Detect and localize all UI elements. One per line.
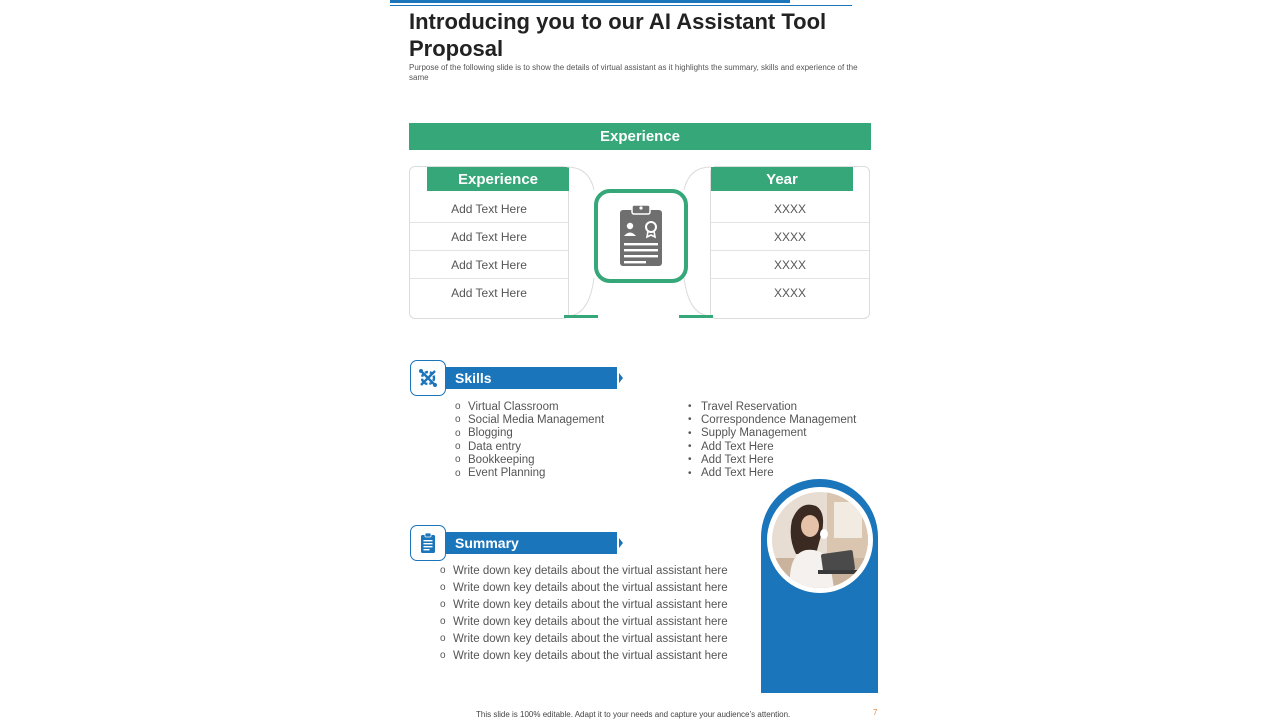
year-column-header: Year	[711, 167, 853, 191]
connector-accent-right	[679, 315, 713, 318]
list-item: o Social Media Management	[455, 413, 605, 426]
experience-panel	[409, 166, 569, 319]
clipboard-icon	[420, 532, 436, 554]
year-row: XXXX	[773, 285, 806, 300]
photo-frame	[767, 487, 873, 593]
experience-row: Add Text Here	[410, 251, 568, 279]
skills-list-right	[688, 400, 856, 480]
page-number: 7	[873, 708, 878, 717]
list-item: • Add Text Here	[688, 453, 774, 466]
skills-icon-box	[410, 360, 446, 396]
experience-row: Add Text Here	[410, 223, 568, 251]
summary-list	[440, 562, 728, 664]
list-item: • Correspondence Management	[688, 413, 857, 426]
footer-note: This slide is 100% editable. Adapt it to your needs and capture your audience’s attention.	[476, 710, 791, 719]
list-item: o Data entry	[455, 440, 522, 453]
summary-bar-tip	[619, 538, 623, 548]
list-item: o Write down key details about the virtual assistant here	[440, 598, 728, 611]
year-panel	[710, 166, 870, 319]
experience-rows	[410, 195, 568, 306]
experience-row: Add Text Here	[410, 195, 568, 223]
skills-bar-tip	[619, 373, 623, 383]
tools-icon	[417, 367, 439, 389]
page-subtitle: Purpose of the following slide is to show the details of virtual assistant as it highlights the summary, skills and experience of the same	[409, 63, 858, 82]
year-row: XXXX	[711, 251, 869, 279]
list-item: • Add Text Here	[688, 440, 774, 453]
list-item: o Write down key details about the virtual assistant here	[440, 632, 728, 645]
top-accent-rule	[390, 0, 790, 3]
list-item: • Supply Management	[688, 427, 807, 440]
experience-icon-box	[594, 189, 688, 283]
year-row: XXXX	[711, 223, 869, 251]
skills-title-bar: Skills	[445, 367, 617, 389]
summary-icon-box	[410, 525, 446, 561]
clipboard-certificate-icon	[618, 204, 664, 268]
skills-list-left	[455, 400, 604, 480]
list-item: o Virtual Classroom	[455, 400, 559, 413]
summary-title-bar: Summary	[445, 532, 617, 554]
list-item: o Blogging	[455, 427, 513, 440]
year-row: XXXX	[711, 195, 869, 223]
experience-column-header: Experience	[427, 167, 569, 191]
list-item: • Add Text Here	[688, 467, 774, 480]
year-rows	[711, 195, 869, 306]
experience-row: Add Text Here	[451, 285, 527, 300]
list-item: o Write down key details about the virtual assistant here	[440, 564, 728, 577]
page-title: Introducing you to our AI Assistant Tool Proposal	[409, 9, 827, 61]
list-item: o Write down key details about the virtual assistant here	[440, 649, 728, 662]
woman-laptop-photo	[772, 492, 868, 588]
experience-banner: Experience	[409, 123, 871, 150]
list-item: o Event Planning	[455, 467, 546, 480]
connector-accent-left	[564, 315, 598, 318]
list-item: o Bookkeeping	[455, 453, 535, 466]
top-accent-thin-rule	[390, 5, 852, 6]
list-item: • Travel Reservation	[688, 400, 798, 413]
list-item: o Write down key details about the virtual assistant here	[440, 581, 728, 594]
list-item: o Write down key details about the virtual assistant here	[440, 615, 728, 628]
